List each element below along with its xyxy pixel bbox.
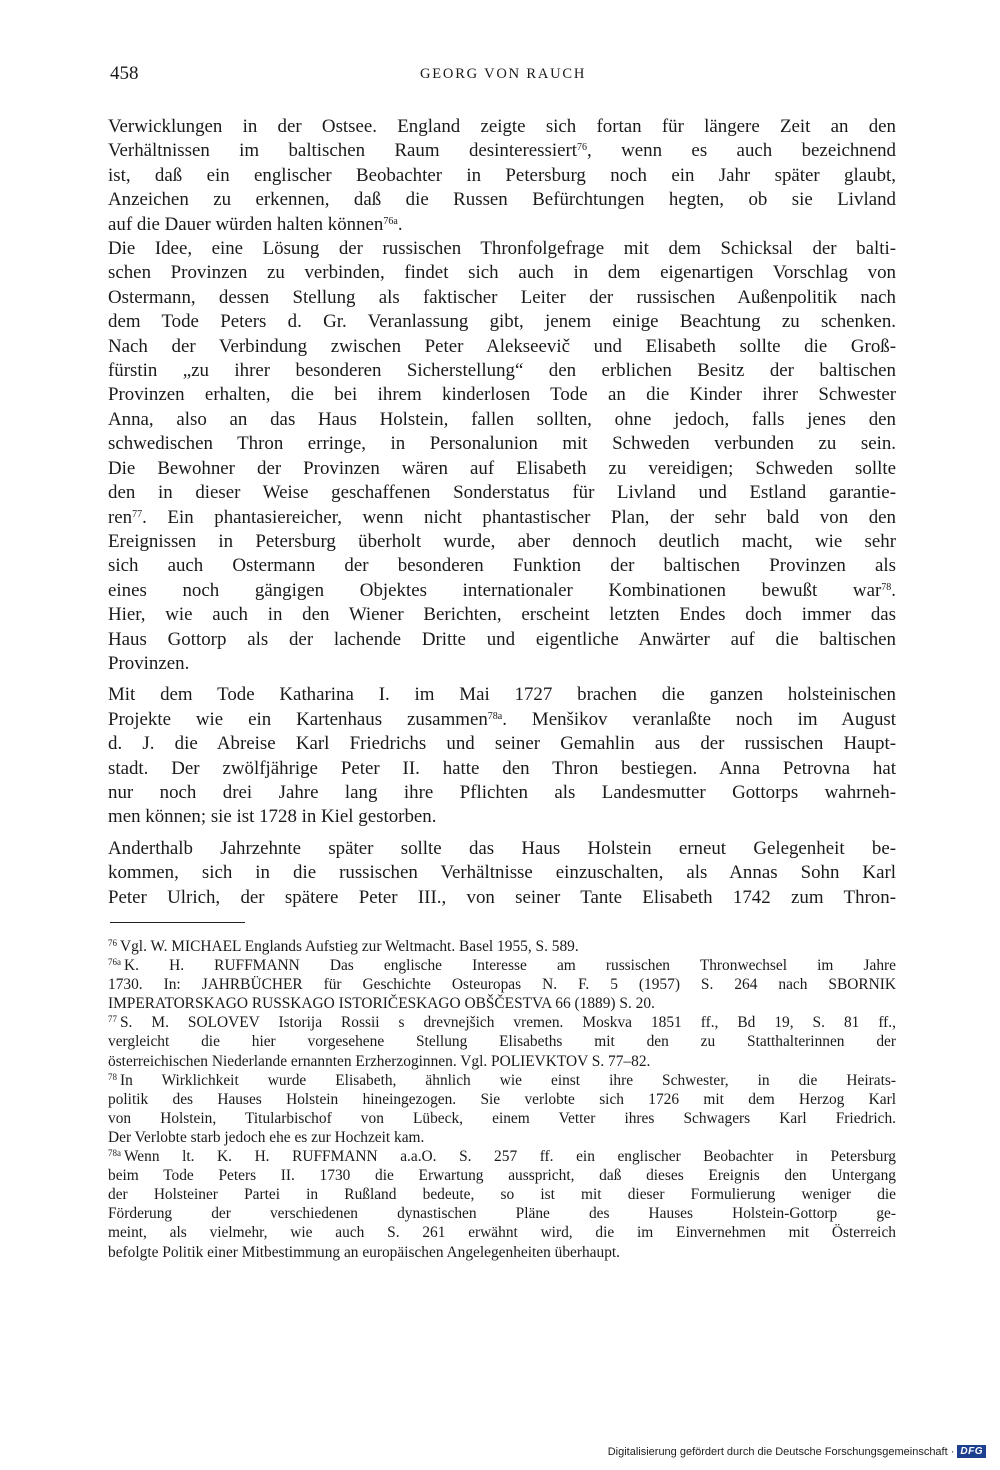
footnote-line: von Holstein, Titularbischof von Lübeck, einem Vetter ihres Schwagers Karl Friedrich. [108, 1109, 896, 1127]
paragraph-1 [108, 115, 896, 237]
text-line: Anna, also an das Haus Holstein, fallen sollten, ohne jedoch, falls jenes den [108, 408, 896, 430]
text-line: den in dieser Weise geschaffenen Sonderstatus für Livland und Estland garantie- [108, 482, 896, 504]
text-line: Verwicklungen in der Ostsee. England zeigte sich fortan für längere Zeit an den [108, 116, 896, 137]
text-line: schwedischen Thron erringe, in Personalunion mit Schweden verbunden zu sein. [108, 433, 896, 455]
footnote-line: IMPERATORSKAGO RUSSKAGO ISTORIČESKAGO OBŠČESTVA 66 (1889) S. 20. [108, 995, 655, 1013]
footnote-marker: 76 [108, 938, 117, 948]
text-line: Die Bewohner der Provinzen wären auf Elisabeth zu vereidigen; Schweden sollte [108, 457, 896, 479]
footnote-ref[interactable]: 76 [577, 142, 588, 154]
text-line: Peter Ulrich, der spätere Peter III., von seiner Tante Elisabeth 1742 zum Thron- [108, 886, 896, 908]
text-line: Ereignissen in Petersburg überholt wurde, aber dennoch deutlich macht, wie sehr [108, 530, 896, 552]
footnote [108, 1013, 896, 1070]
footnote-ref[interactable]: 76a [383, 215, 398, 227]
paragraph-2 [108, 237, 896, 676]
text-line: Provinzen erhalten, die bei ihrem kinderlosen Tode an die Kinder ihrer Schwester [108, 384, 896, 406]
text-line: schen Provinzen zu verbinden, findet sich auch in dem eigenartigen Vorschlag von [108, 262, 896, 284]
text-line: Projekte wie ein Kartenhaus zusammen$^{78a}$. Menšikov veranlaßte noch im August [108, 708, 896, 730]
text-line: dem Tode Peters d. Gr. Veranlassung gibt, jenem einige Beachtung zu schenken. [108, 311, 896, 333]
footnote-ref[interactable]: 78a [487, 710, 503, 722]
footnote-line: $^{76}$ Vgl. W. MICHAEL Englands Aufstieg zur Weltmacht. Basel 1955, S. 589. [108, 938, 579, 955]
text-line: nur noch drei Jahre lang ihre Pflichten als Landesmutter Gottorps wahrneh- [108, 781, 896, 803]
footnote-marker: 76a [108, 957, 121, 968]
footnote-line: der Holsteiner Partei in Rußland bedeute, so ist mit dieser Formulierung weniger die [108, 1186, 896, 1204]
footnote-line: $^{77}$ S. M. SOLOVEV Istorija Rossii s drevnejšich vremen. Moskva 1851 ff., Bd 19, S. 81 ff., [108, 1014, 896, 1032]
footnote-line: österreichischen Niederlande ernannten Erzherzoginnen. Vgl. POLIEVKTOV S. 77–82. [108, 1052, 651, 1070]
text-line: Haus Gottorp als der lachende Dritte und eigentliche Anwärter auf die baltischen [108, 628, 896, 650]
footnote-line: meint, als vielmehr, wie auch S. 261 erwähnt wird, die im Einvernehmen mit Österreich [108, 1224, 896, 1242]
credit-text: Digitalisierung gefördert durch die Deutsche Forschungsgemeinschaft · [607, 1445, 955, 1458]
text-line: Die Idee, eine Lösung der russischen Thronfolgefrage mit dem Schicksal der balti- [108, 238, 896, 260]
footnote-marker: 78a [108, 1148, 121, 1159]
footnote-line: 1730. In: JAHRBÜCHER für Geschichte Osteuropas N. F. 5 (1957) S. 264 nach SBORNIK [108, 976, 896, 994]
footnote-line: Der Verlobte starb jedoch ehe es zur Hochzeit kam. [108, 1128, 425, 1146]
footnote-line: politik des Hauses Holstein hineingezogen. Sie verlobte sich 1726 mit dem Herzog Karl [108, 1090, 896, 1108]
text-line: Anzeichen zu erkennen, daß die Russen Befürchtungen hegten, ob sie Livland [108, 189, 896, 211]
paragraph-4 [108, 837, 896, 910]
text-line: Anderthalb Jahrzehnte später sollte das Haus Holstein erneut Gelegenheit be- [108, 837, 896, 859]
footnote-marker: 77 [108, 1014, 117, 1025]
text-line: ist, daß ein englischer Beobachter in Petersburg noch ein Jahr später glaubt, [108, 164, 896, 186]
footnote-separator [110, 922, 245, 923]
text-line: sich auch Ostermann der besonderen Funktion der baltischen Provinzen als [108, 555, 896, 577]
footnote-line: $^{76a}$ K. H. RUFFMANN Das englische Interesse am russischen Thronwechsel im Jahre [108, 957, 896, 975]
footnote [108, 1147, 896, 1262]
dfg-logo-icon: DFG [957, 1445, 986, 1458]
text-line: men können; sie ist 1728 in Kiel gestorben. [108, 806, 437, 828]
text-line: Ostermann, dessen Stellung als faktischer Leiter der russischen Außenpolitik nach [108, 286, 896, 308]
text-line: fürstin „zu ihrer besonderen Sicherstellung“ den erblichen Besitz der baltischen [108, 360, 896, 382]
text-line: eines noch gängigen Objektes internationaler Kombinationen bewußt war$^{78}$. [108, 579, 896, 601]
footnote-marker: 78 [108, 1071, 117, 1082]
footnotes [108, 937, 896, 1262]
footnote [108, 1071, 896, 1147]
text-line: d. J. die Abreise Karl Friedrichs und seiner Gemahlin aus der russischen Haupt- [108, 733, 896, 755]
text-line: Verhältnissen im baltischen Raum desinteressiert$^{76}$, wenn es auch bezeichnend [108, 140, 896, 162]
text-line: stadt. Der zwölfjährige Peter II. hatte den Thron bestiegen. Anna Petrovna hat [108, 757, 896, 779]
text-line: Provinzen. [108, 652, 190, 674]
digitization-credit [608, 1445, 986, 1458]
footnote-line: beim Tode Peters II. 1730 die Erwartung ausspricht, daß dieses Ereignis den Untergang [108, 1167, 896, 1185]
paragraph-3 [108, 683, 896, 829]
running-head: GEORG VON RAUCH [420, 66, 587, 82]
footnote [108, 937, 896, 956]
footnote [108, 956, 896, 1013]
footnote-line: $^{78}$ In Wirklichkeit wurde Elisabeth, ähnlich wie einst ihre Schwester, in die Heirats- [108, 1071, 896, 1089]
footnote-ref[interactable]: 78 [881, 581, 892, 593]
text-line: auf die Dauer würden halten können$^{76a}$. [108, 213, 403, 235]
footnote-line: Förderung der verschiedenen dynastischen Pläne des Hauses Holstein-Gottorp ge- [108, 1205, 896, 1223]
text-line: kommen, sich in die russischen Verhältnisse einzuschalten, als Annas Sohn Karl [108, 862, 896, 884]
footnote-line: befolgte Politik einer Mitbestimmung an europäischen Angelegenheiten überhaupt. [108, 1243, 621, 1261]
page-number: 458 [110, 63, 139, 84]
text-line: Mit dem Tode Katharina I. im Mai 1727 brachen die ganzen holsteinischen [108, 684, 896, 706]
footnote-line: vergleicht die hier vorgesehene Stellung Elisabeths mit den zu Statthalterinnen der [108, 1033, 896, 1051]
text-line: Nach der Verbindung zwischen Peter Alekseevič und Elisabeth sollte die Groß- [108, 335, 896, 357]
footnote-ref[interactable]: 77 [132, 508, 143, 520]
body-text [108, 115, 896, 910]
text-line: Hier, wie auch in den Wiener Berichten, erscheint letzten Endes doch immer das [108, 604, 896, 626]
text-line: ren$^{77}$. Ein phantasiereicher, wenn nicht phantastischer Plan, der sehr bald von den [108, 506, 896, 528]
footnote-line: $^{78a}$ Wenn lt. K. H. RUFFMANN a.a.O. S. 257 ff. ein englischer Beobachter in Petersburg [108, 1148, 896, 1166]
